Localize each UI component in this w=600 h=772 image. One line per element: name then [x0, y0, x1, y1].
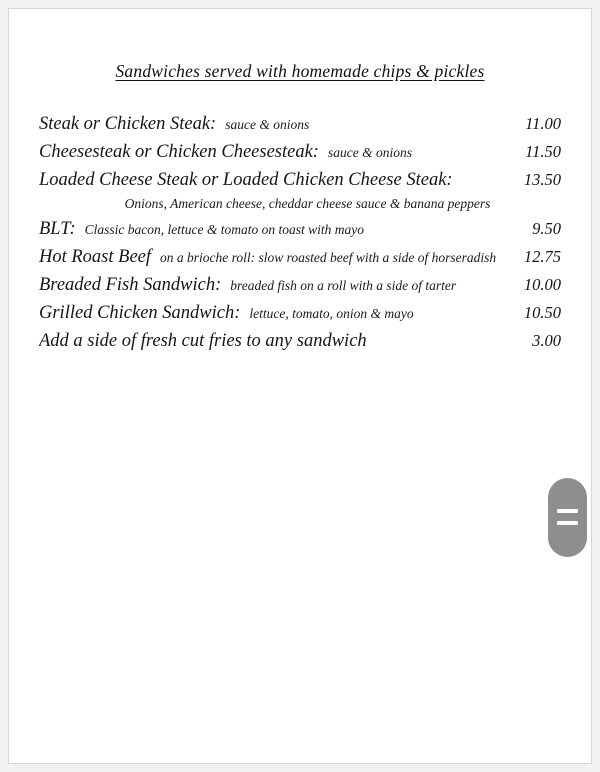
- item-price: 11.00: [525, 114, 561, 133]
- item-price: 3.00: [532, 331, 561, 350]
- item-price: 10.50: [523, 303, 561, 322]
- menu-list: [9, 114, 591, 352]
- item-desc: breaded fish on a roll with a side of tarter: [230, 278, 457, 293]
- item-desc: lettuce, tomato, onion & mayo: [249, 306, 414, 321]
- item-price: 12.75: [523, 247, 561, 266]
- menu-item-loaded-cheese-steak: [39, 170, 561, 191]
- menu-page: [8, 8, 592, 764]
- scroll-drag-handle[interactable]: [548, 478, 587, 557]
- menu-item-side-of-fries: [39, 331, 561, 352]
- handle-grip-line: [557, 509, 578, 513]
- item-desc: Classic bacon, lettuce & tomato on toast with mayo: [84, 222, 365, 237]
- item-name: Cheesesteak or Chicken Cheesesteak:: [39, 142, 319, 162]
- item-name: Grilled Chicken Sandwich:: [39, 303, 241, 323]
- handle-grip-line: [557, 521, 578, 525]
- menu-item-grilled-chicken: [39, 303, 561, 324]
- item-price: 10.00: [523, 275, 561, 294]
- item-name: Steak or Chicken Steak:: [39, 114, 217, 134]
- menu-item-blt: [39, 219, 561, 240]
- item-price: 9.50: [532, 219, 561, 238]
- menu-item-breaded-fish: [39, 275, 561, 296]
- menu-item-hot-roast-beef: [39, 247, 561, 268]
- item-desc: on a brioche roll: slow roasted beef with a side of horseradish: [160, 250, 497, 265]
- menu-item-cheesesteak: [39, 142, 561, 163]
- menu-item-steak: [39, 114, 561, 135]
- item-name: Hot Roast Beef: [39, 247, 152, 267]
- item-desc: sauce & onions: [225, 117, 310, 132]
- item-desc: sauce & onions: [327, 145, 412, 160]
- item-subline: Onions, American cheese, cheddar cheese sauce & banana peppers: [124, 196, 491, 211]
- item-name: Loaded Cheese Steak or Loaded Chicken Cheese Steak:: [39, 170, 453, 190]
- item-price: 11.50: [525, 142, 561, 161]
- item-name: Breaded Fish Sandwich:: [39, 275, 222, 295]
- item-name: Add a side of fresh cut fries to any sandwich: [39, 331, 367, 351]
- item-price: 13.50: [523, 170, 561, 189]
- item-name: BLT:: [39, 219, 76, 239]
- page-title: Sandwiches served with homemade chips & pickles: [115, 61, 485, 81]
